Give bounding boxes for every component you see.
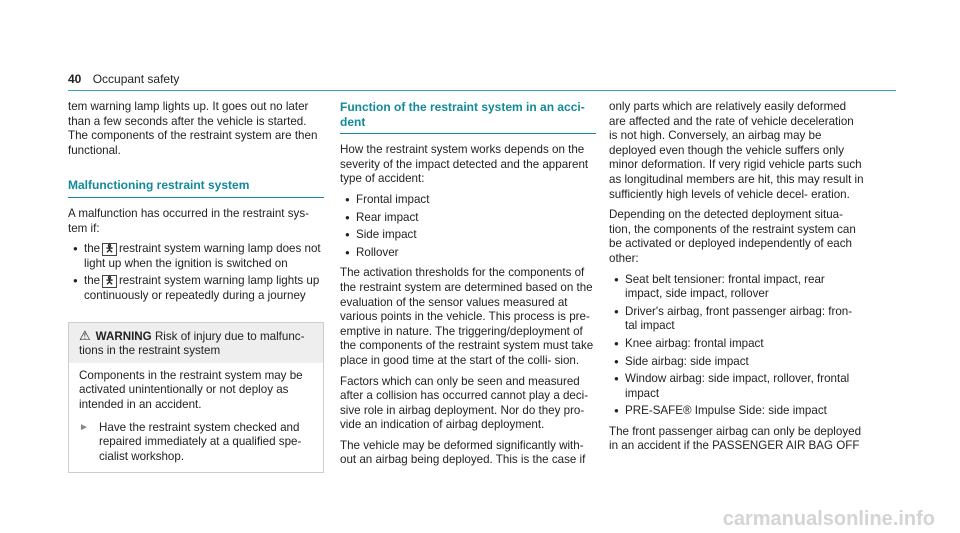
column-3 — [609, 100, 865, 460]
warning-label: WARNING — [95, 329, 152, 343]
paragraph: The front passenger airbag can only be deployed in an accident if the PASSENGER AIR BAG OFF — [609, 424, 862, 453]
warning-header — [69, 323, 323, 363]
function-intro: How the restraint system works depends on the severity of the impact detected and the apparent type of accident: — [340, 143, 589, 186]
section-title: Occupant safety — [92, 72, 180, 86]
warning-title: Risk of injury due to malfunc- tions in the restraint system — [79, 329, 305, 358]
heading-function: Function of the restraint system in an acci- dent — [340, 100, 596, 134]
component-list — [609, 273, 865, 419]
paragraph: Depending on the detected deployment situa- tion, the components of the restraint system can be activated or deployed independently of each other: — [609, 208, 856, 265]
malfunction-intro: A malfunction has occurred in the restraint sys- tem if: — [68, 206, 310, 235]
restraint-warning-lamp-icon: 🯅 — [102, 275, 117, 288]
list-item: ● Side airbag: side impact — [614, 354, 749, 368]
warning-action: ► Have the restraint system checked and repaired immediately at a qualified spe- cialist workshop. — [79, 420, 302, 463]
list-item: ● the 🯅 restraint system warning lamp does not light up when the ignition is switched on — [73, 242, 321, 270]
arrow-right-icon: ► — [79, 421, 89, 433]
warning-body — [69, 363, 323, 473]
list-item: ● Window airbag: side impact, rollover, frontal impact — [614, 372, 850, 400]
list-item: ● Rollover — [345, 245, 399, 259]
column-2 — [340, 100, 596, 474]
list-item: ● Side impact — [345, 228, 417, 242]
column-1 — [68, 100, 324, 473]
page-header — [68, 72, 179, 87]
watermark: carmanualsonline.info — [722, 508, 935, 531]
list-item: ● Knee airbag: frontal impact — [614, 336, 764, 350]
heading-malfunction: Malfunctioning restraint system — [68, 178, 324, 198]
accident-type-list — [340, 193, 596, 260]
list-item: ● PRE-SAFE® Impulse Side: side impact — [614, 404, 827, 418]
list-item: ● Rear impact — [345, 210, 419, 224]
list-item: ● Frontal impact — [345, 192, 430, 206]
warning-triangle-icon: ⚠ — [79, 327, 91, 343]
paragraph: The activation thresholds for the components of the restraint system are determined based on the evaluation of the sensor values measured at various points in the vehicle. This process is pre- emptive in nature. The triggering/deployment of the components of the restraint system must take place in good time at the start of the colli- sion. — [340, 266, 594, 367]
page-number: 40 — [68, 72, 82, 86]
list-item: ● Driver's airbag, front passenger airbag: fron- tal impact — [614, 304, 853, 333]
warning-text: Components in the restraint system may be activated unintentionally or not deploy as intended in an accident. — [79, 368, 303, 411]
paragraph: The vehicle may be deformed significantly with- out an airbag being deployed. This is the case if — [340, 438, 586, 467]
restraint-warning-lamp-icon: 🯅 — [102, 243, 117, 256]
header-rule — [68, 90, 896, 91]
list-item: ● Seat belt tensioner: frontal impact, rear impact, side impact, rollover — [614, 272, 825, 301]
list-item: ● the 🯅 restraint system warning lamp lights up continuously or repeatedly during a journey — [73, 274, 320, 302]
malfunction-list — [68, 242, 324, 303]
intro-paragraph: tem warning lamp lights up. It goes out no later than a few seconds after the vehicle is started. The components of the restraint system are then functional. — [68, 100, 318, 157]
warning-box — [68, 322, 324, 474]
paragraph: Factors which can only be seen and measured after a collision has occurred cannot play a deci- sive role in airbag deployment. Nor do they pro- vide an indication of airbag deployment. — [340, 374, 589, 432]
paragraph: only parts which are relatively easily deformed are affected and the rate of vehicle deceleration is not high. Conversely, an airbag may be deployed even though the vehicle suffers only minor deformation. If very rigid vehicle parts such as longitudinal members are hit, this may result in sufficiently high levels of vehicle decel- eration. — [609, 100, 864, 201]
